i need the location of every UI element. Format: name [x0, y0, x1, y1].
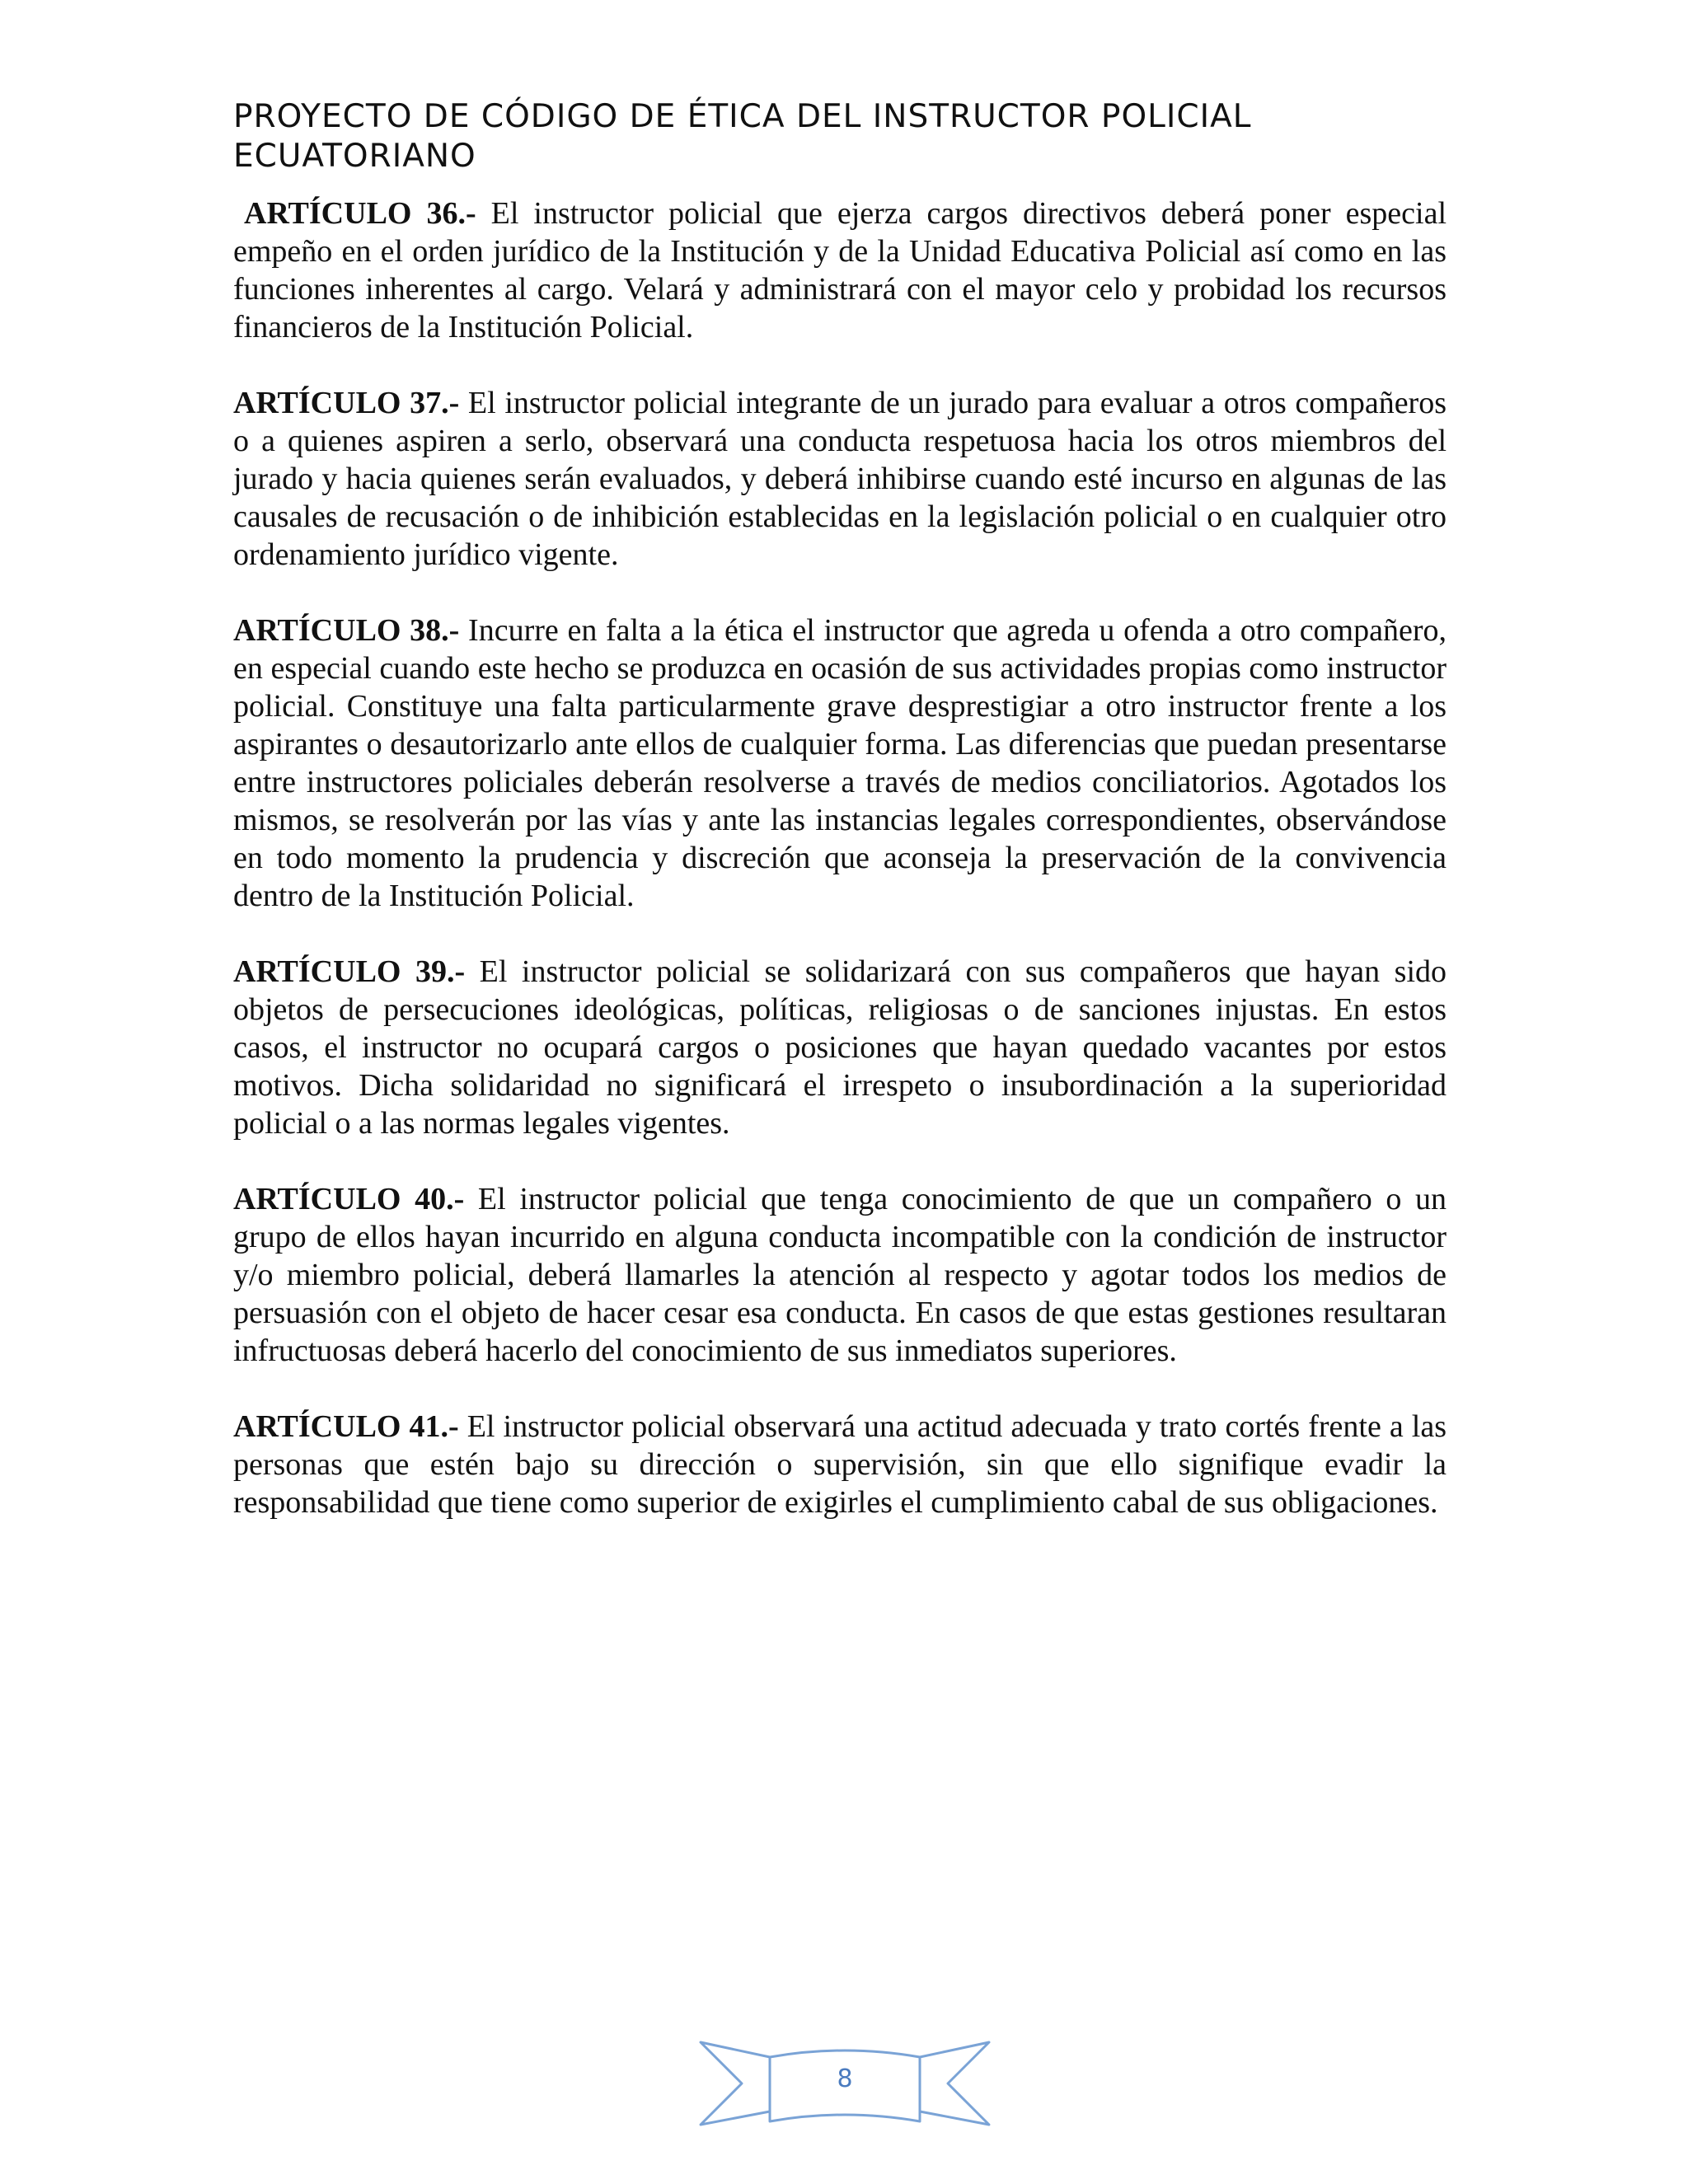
article-text: El instructor policial integrante de un jurado para evaluar a otros compañeros o a quienes aspiren a serlo, observará una conducta respetuosa hacia los otros miembros del jurado y hacia quienes serán evaluados, y deberá inhibirse cuando esté incurso en algunas de las causales de recusación o de inhibición establecidas en la legislación policial o en cualquier otro ordenamiento jurídico vigente. [233, 386, 1447, 572]
article-text: El instructor policial se solidarizará con sus compañeros que hayan sido objetos de persecuciones ideológicas, políticas, religiosas o de sanciones injustas. En estos casos, el instructor no ocupará cargos o posiciones que hayan quedado vacantes por estos motivos. Dicha solidaridad no significará el irrespeto o insubordinación a la superioridad policial o a las normas legales vigentes. [233, 954, 1447, 1141]
article-label: ARTÍCULO 39.- [233, 954, 466, 989]
article-37 [233, 384, 1447, 574]
article-text: El instructor policial que ejerza cargos directivos deberá poner especial empeño en el orden jurídico de la Institución y de la Unidad Educativa Policial así como en las funciones inherentes al cargo. Velará y administrará con el mayor celo y probidad los recursos financieros de la Institución Policial. [233, 196, 1447, 344]
article-label: ARTÍCULO 38.- [233, 613, 460, 648]
article-38 [233, 612, 1447, 915]
article-text: El instructor policial que tenga conocimiento de que un compañero o un grupo de ellos hayan incurrido en alguna conducta incompatible con la condición de instructor y/o miembro policial, deberá llamarles la atención al respecto y agotar todos los medios de persuasión con el objeto de hacer cesar esa conducta. En casos de que estas gestiones resultaran infructuosas deberá hacerlo del conocimiento de sus inmediatos superiores. [233, 1182, 1447, 1368]
article-41 [233, 1408, 1447, 1521]
article-39 [233, 953, 1447, 1142]
article-label: ARTÍCULO 40.- [233, 1182, 465, 1216]
article-label: ARTÍCULO 37.- [233, 386, 460, 420]
document-body [233, 194, 1447, 1559]
page-number-banner [699, 2032, 991, 2136]
article-40 [233, 1180, 1447, 1370]
page-number: 8 [837, 2064, 853, 2093]
article-label: ARTÍCULO 36.- [244, 196, 476, 231]
article-text: Incurre en falta a la ética el instructor que agreda u ofenda a otro compañero, en especial cuando este hecho se produzca en ocasión de sus actividades propias como instructor policial. Constituye una falta particularmente grave desprestigiar a otro instructor frente a los aspirantes o desautorizarlo ante ellos de cualquier forma. Las diferencias que puedan presentarse entre instructores policiales deberán resolverse a través de medios conciliatorios. Agotados los mismos, se resolverán por las vías y ante las instancias legales correspondientes, observándose en todo momento la prudencia y discreción que aconseja la preservación de la convivencia dentro de la Institución Policial. [233, 613, 1447, 913]
article-text: El instructor policial observará una actitud adecuada y trato cortés frente a las personas que estén bajo su dirección o supervisión, sin que ello signifique evadir la responsabilidad que tiene como superior de exigirles el cumplimiento cabal de sus obligaciones. [233, 1409, 1447, 1520]
article-36 [233, 194, 1447, 346]
page-header-title: PROYECTO DE CÓDIGO DE ÉTICA DEL INSTRUCTOR POLICIAL ECUATORIANO [233, 98, 1252, 175]
article-label: ARTÍCULO 41.- [233, 1409, 459, 1444]
